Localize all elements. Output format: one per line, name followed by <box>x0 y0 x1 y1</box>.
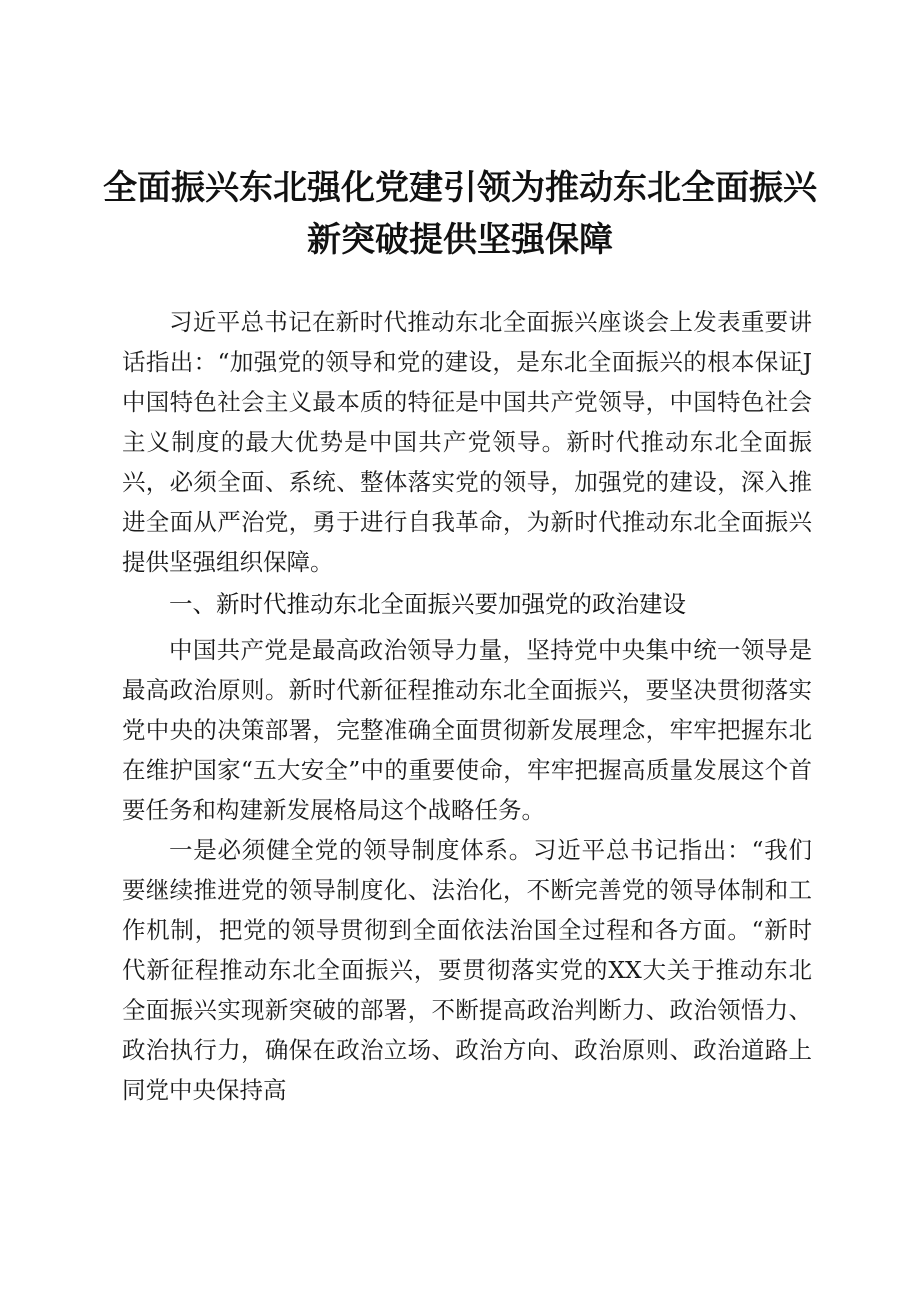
document-title: 全面振兴东北强化党建引领为推动东北全面振兴新突破提供坚强保障 <box>103 168 817 260</box>
section-paragraph: 中国共产党是最高政治领导力量，坚持党中央集中统一领导是最高政治原则。新时代新征程推动东北全面振兴，要坚决贯彻落实党中央的决策部署，完整准确全面贯彻新发展理念，牢牢把握东北在维护国家“五大安全”中的重要使命，牢牢把握高质量发展这个首要任务和构建新发展格局这个战略任务。 <box>122 636 812 824</box>
section-paragraph: 一是必须健全党的领导制度体系。习近平总书记指出：“我们要继续推进党的领导制度化、法治化，不断完善党的领导体制和工作机制，把党的领导贯彻到全面依法治国全过程和各方面。“新时代新征程推动东北全面振兴，要贯彻落实党的XX大关于推动东北全面振兴实现新突破的部署，不断提高政治判断力、政治领悟力、政治执行力，确保在政治立场、政治方向、政治原则、政治道路上同党中央保持高 <box>122 836 812 1104</box>
intro-paragraph: 习近平总书记在新时代推动东北全面振兴座谈会上发表重要讲话指出：“加强党的领导和党的建设，是东北全面振兴的根本保证J中国特色社会主义最本质的特征是中国共产党领导，中国特色社会主义制度的最大优势是中国共产党领导。新时代推动东北全面振兴，必须全面、系统、整体落实党的领导，加强党的建设，深入推进全面从严治党，勇于进行自我革命，为新时代推动东北全面振兴提供坚强组织保障。 <box>122 308 812 576</box>
document-body <box>122 302 812 1110</box>
section-heading: 一、新时代推动东北全面振兴要加强党的政治建设 <box>169 590 686 618</box>
